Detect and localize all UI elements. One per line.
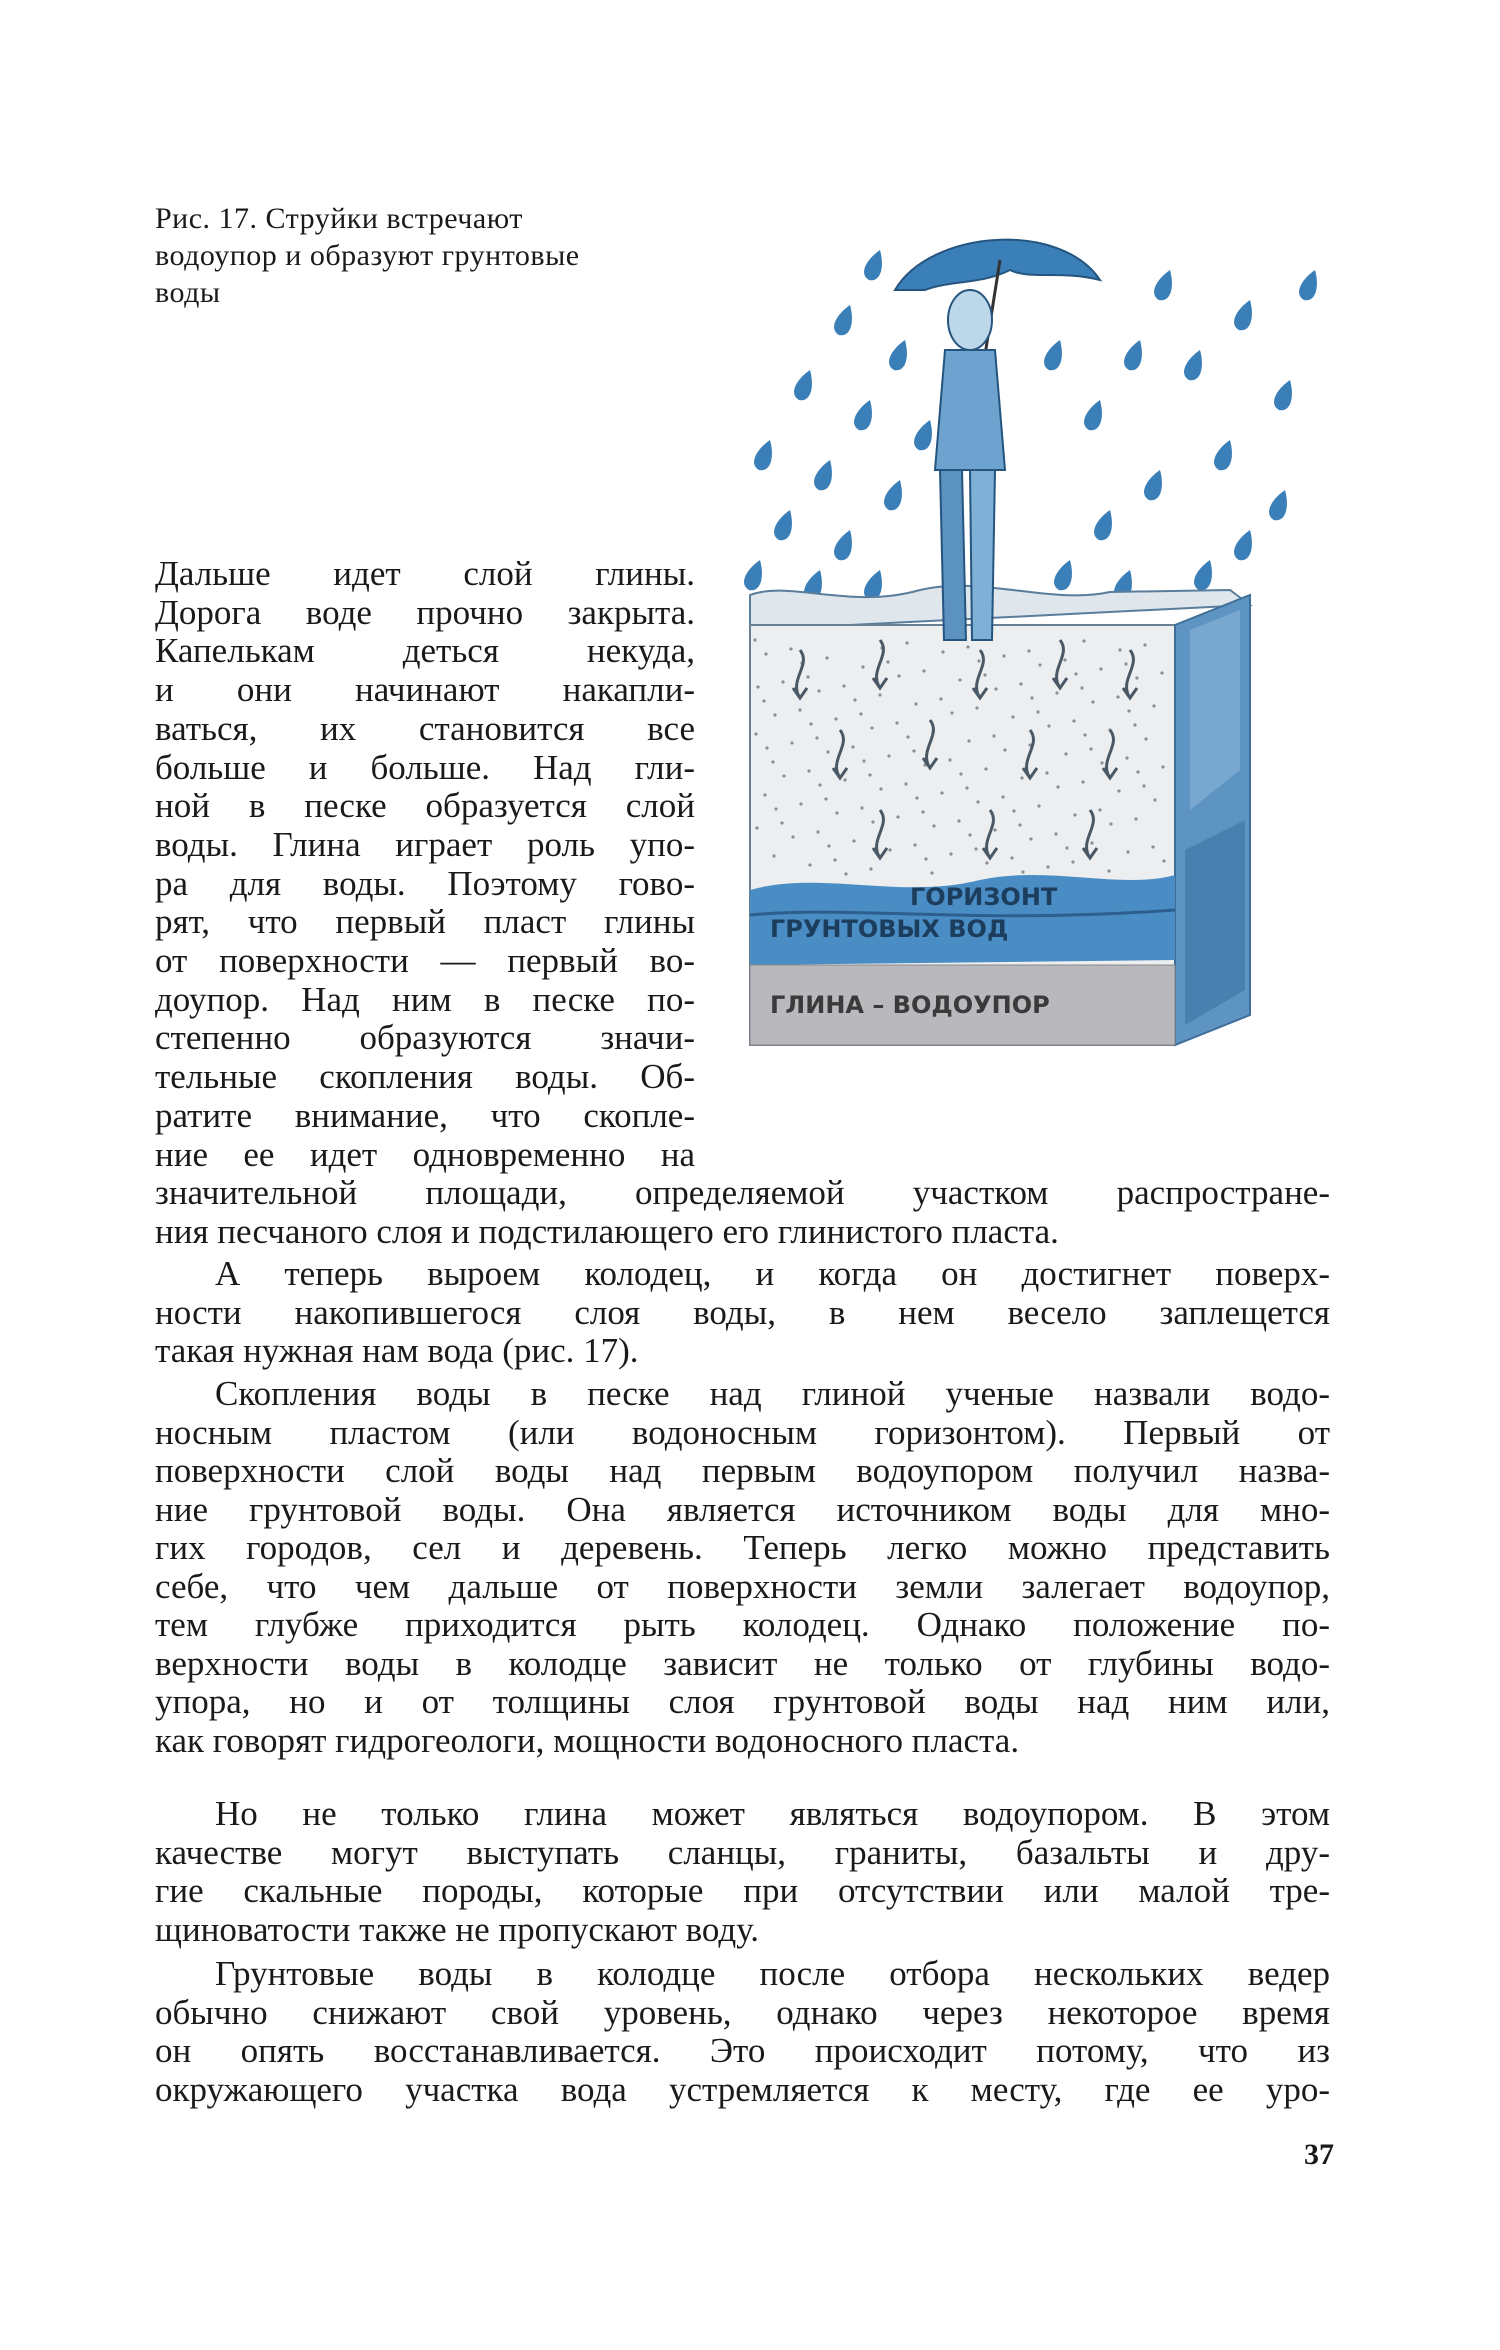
sand-grain [1012,809,1015,812]
sand-grain [806,675,809,678]
text-line: степенно образуются значи- [155,1018,695,1058]
sand-grain [905,641,908,644]
groundwater-illustration [730,210,1330,1080]
text-line: тельные скопления воды. Об- [155,1057,695,1097]
sand-grain [859,712,862,715]
text-line: значительной площади, определяемой участком распростране- [155,1173,1330,1212]
sand-grain [771,760,774,763]
text-line: такая нужная нам вода (рис. 17). [155,1331,639,1370]
sand-grain [1152,704,1155,707]
sand-grain [1099,667,1102,670]
sand-grain [764,652,767,655]
sand-grain [967,739,970,742]
sand-grain [1082,639,1085,642]
raindrop [751,437,777,473]
sand-grain [1100,761,1103,764]
sand-grain [1136,770,1139,773]
sand-grain [1019,682,1022,685]
text-line: от поверхности — первый во- [155,941,695,981]
sand-grain [968,833,971,836]
sand-grain [1038,663,1041,666]
text-line: себе, что чем дальше от поверхности земли залегает водоупор, [155,1566,1330,1606]
sand-grain [1071,860,1074,863]
sand-grain [870,726,873,729]
sand-grain [950,711,953,714]
sand-grain [913,843,916,846]
sand-grain [765,746,768,749]
raindrop [1081,397,1107,433]
raindrop [1121,337,1147,373]
sand-grain [833,858,836,861]
sand-grain [975,706,978,709]
raindrop [831,302,857,338]
sand-grain [1045,771,1048,774]
sand-grain [807,769,810,772]
sand-grain [1125,756,1128,759]
sand-grain [1036,710,1039,713]
sand-grain [826,750,829,753]
text-line: обычно снижают свой уровень, однако через некоторое время [155,1992,1330,2032]
figure-caption [155,200,700,311]
raindrop [1051,557,1077,593]
ground-surface [750,586,1250,630]
sand-grain [781,680,784,683]
sand-grain [1107,869,1110,872]
sand-grain [1021,870,1024,873]
text-line: больше и больше. Над гли- [155,747,695,787]
sand-grain [843,778,846,781]
sand-grain [762,699,765,702]
clay-label: ГЛИНА – ВОДОУПОР [770,991,1050,1019]
sand-grain [897,674,900,677]
sand-grain [1011,715,1014,718]
raindrop [791,367,817,403]
sand-grain [1133,723,1136,726]
sand-grain [1160,671,1163,674]
sand-grain [922,669,925,672]
sand-grain [1117,789,1120,792]
raindrop [1231,297,1257,333]
raindrops [741,247,1322,603]
sand-grain [756,685,759,688]
sand-grain [1081,780,1084,783]
raindrop [911,417,937,453]
raindrop [1231,527,1257,563]
sand-grain [1153,798,1156,801]
sand-grain [879,787,882,790]
text-line: поверхности слой воды над первым водоупором получил назва- [155,1451,1330,1490]
sand-grain [948,758,951,761]
text-line: и они начинают накапли- [155,670,695,710]
text-line: гих городов, сел и деревень. Теперь легко можно представить [155,1528,1330,1567]
sand-grain [1135,676,1138,679]
sand-grain [862,759,865,762]
paragraph-2 [155,1255,1330,1371]
text-line: упора, но и от толщины слоя грунтовой воды над ним или, [155,1682,1330,1721]
sand-grain [974,847,977,850]
sand-grain [834,717,837,720]
text-line: как говорят гидрогеологи, мощности водоносного пласта. [155,1720,1020,1760]
raindrop [886,337,912,373]
sand-grain [817,689,820,692]
text-line: А теперь выроем колодец, и когда он достигнет поверх- [215,1254,1330,1293]
sand-grain [763,793,766,796]
sand-grain [1054,832,1057,835]
paragraph-1-continuation [155,1174,1330,1251]
sand-grain [1074,672,1077,675]
caption-line: Рис. 17. Струйки встречают [155,202,523,235]
sand-grain [1126,850,1129,853]
sand-grain [853,698,856,701]
sand-grain [965,786,968,789]
paragraph-5 [155,1955,1330,2109]
sand-grain [1089,747,1092,750]
text-line: ной в песке образуется слой [155,786,695,826]
sand-grain [772,854,775,857]
text-line: ности накопившегося слоя воды, в нем весело заплещется [155,1292,1330,1332]
raindrop [741,557,767,593]
sand-grain [753,638,756,641]
text-line: ратите внимание, что скопле- [155,1095,695,1135]
sand-grain [977,659,980,662]
text-line: верхности воды в колодце зависит не только от глубины водо- [155,1643,1330,1683]
sand-grain [940,791,943,794]
sand-grain [871,820,874,823]
horizon-label-line1: ГОРИЗОНТ [910,883,1058,911]
sand-grain [994,687,997,690]
sand-grain [966,645,969,648]
sand-grain [860,806,863,809]
sand-grain [799,802,802,805]
raindrop [881,477,907,513]
paragraph-4 [155,1795,1330,1949]
text-line: ние ее идет одновременно на [155,1134,695,1174]
sand-grain [921,810,924,813]
raindrop [831,527,857,563]
sand-grain [1003,748,1006,751]
horizon-label-line2: ГРУНТОВЫХ ВОД [770,915,1009,943]
sand-grain [895,721,898,724]
raindrop [1191,557,1217,593]
sand-grain [1037,804,1040,807]
sand-grain [754,732,757,735]
sand-grain [798,708,801,711]
sand-grain [789,647,792,650]
sand-grain [1030,696,1033,699]
sand-grain [1144,737,1147,740]
sand-grain [983,673,986,676]
raindrop [851,397,877,433]
page-number: 37 [1304,2138,1334,2171]
sand-grain [886,660,889,663]
text-line: окружающего участка вода устремляется к месту, где ее уро- [155,2069,1330,2109]
sand-grain [932,824,935,827]
sand-grain [1143,643,1146,646]
sand-grain [1055,691,1058,694]
sand-grain [1047,724,1050,727]
sand-grain [949,852,952,855]
text-line: ния песчаного слоя и подстилающего его глинистого пласта. [155,1211,1059,1251]
sand-grain [1018,823,1021,826]
sand-grain [887,754,890,757]
sand-grain [1118,648,1121,651]
sand-grain [941,650,944,653]
sand-grain [868,773,871,776]
sand-grain [1002,654,1005,657]
sand-grain [1151,845,1154,848]
sand-grain [914,702,917,705]
raindrop [1211,437,1237,473]
raindrop [1266,487,1292,523]
sand-grain [939,697,942,700]
sand-grain [1090,841,1093,844]
raindrop [1151,267,1177,303]
sand-grain [1027,649,1030,652]
raindrop [1141,467,1167,503]
sand-grain [755,826,758,829]
sand-grain [1109,822,1112,825]
sand-grain [1116,695,1119,698]
text-line: Грунтовые воды в колодце после отбора нескольких ведер [215,1954,1330,1993]
sand-grain [1161,765,1164,768]
sand-grain [1083,733,1086,736]
sand-grain [844,872,847,875]
sand-grain [827,844,830,847]
sand-grain [1046,865,1049,868]
sand-grain [1020,776,1023,779]
sand-grain [773,713,776,716]
sand-grain [852,839,855,842]
sand-grain [930,871,933,874]
sand-grain [985,861,988,864]
sand-grain [959,772,962,775]
raindrop [1091,507,1117,543]
sand-grain [1080,686,1083,689]
raindrop [1271,377,1297,413]
sand-grain [1001,795,1004,798]
raindrop [1296,267,1322,303]
text-line: Дорога воде прочно закрыта. [155,592,695,632]
sand-grain [993,828,996,831]
sand-grain [825,656,828,659]
sand-grain [896,815,899,818]
raindrop [811,457,837,493]
sand-grain [1073,813,1076,816]
sand-grain [878,693,881,696]
sand-grain [1010,856,1013,859]
sand-grain [808,863,811,866]
text-line: доупор. Над ним в песке по- [155,979,695,1019]
sand-grain [1072,719,1075,722]
sand-grain [1162,859,1165,862]
raindrop [771,507,797,543]
sand-grain [869,867,872,870]
text-line: воды. Глина играет роль упо- [155,824,695,864]
wrapped-paragraph [155,555,695,1174]
sand-grain [1029,837,1032,840]
sand-grain [824,797,827,800]
sand-grain [816,830,819,833]
text-line: Капелькам деться некуда, [155,631,695,671]
sand-grain [791,835,794,838]
sand-grain [888,848,891,851]
caption-line: водоупор и образуют грунтовые [155,239,580,272]
sand-grain [984,767,987,770]
sand-grain [924,857,927,860]
raindrop [861,247,887,283]
sand-grain [976,800,979,803]
raindrop [1181,347,1207,383]
text-line: ние грунтовой воды. Она является источником воды для мно- [155,1489,1330,1529]
text-line: качестве могут выступать сланцы, граниты, базальты и дру- [155,1832,1330,1872]
sand-grain [1124,662,1127,665]
sand-grain [1064,752,1067,755]
sand-grain [1142,784,1145,787]
sand-grain [835,811,838,814]
text-line: Дальше идет слой глины. [155,554,695,593]
sand-grain [861,665,864,668]
text-line: рят, что первый пласт глины [155,902,695,942]
sand-grain [1065,846,1068,849]
text-line: ваться, их становится все [155,708,695,748]
sand-grain [904,782,907,785]
caption-line: воды [155,276,221,309]
sand-grain [1056,785,1059,788]
sand-grain [1063,658,1066,661]
sand-grain [851,745,854,748]
sand-grain [1134,817,1137,820]
sand-grain [1091,700,1094,703]
sand-grain [958,678,961,681]
text-line: он опять восстанавливается. Это происходит потому, что из [155,2031,1330,2070]
text-line: ра для воды. Поэтому гово- [155,863,695,903]
sand-grain [780,821,783,824]
sand-grain [915,796,918,799]
sand-grain [774,807,777,810]
text-line: Скопления воды в песке над глиной ученые назвали водо- [215,1374,1330,1413]
raindrop [1041,337,1067,373]
sand-grain [818,783,821,786]
sand-grain [1098,808,1101,811]
sand-grain [815,736,818,739]
sand-grain [782,774,785,777]
sand-grain [1127,709,1130,712]
text-line: гие скальные породы, которые при отсутствии или малой тре- [155,1871,1330,1910]
text-line: щиноватости также не пропускают воду. [155,1909,759,1949]
sand-grain [912,749,915,752]
sand-grain [957,819,960,822]
sand-grain [992,734,995,737]
text-line: Но не только глина может являться водоупором. В этом [215,1794,1330,1833]
sand-grain [809,722,812,725]
paragraph-3 [155,1375,1330,1760]
text-line: носным пластом (или водоносным горизонтом). Первый от [155,1412,1330,1452]
text-line: тем глубже приходится рыть колодец. Однако положение по- [155,1605,1330,1644]
sand-grain [842,684,845,687]
sand-grain [906,735,909,738]
sand-grain [790,741,793,744]
